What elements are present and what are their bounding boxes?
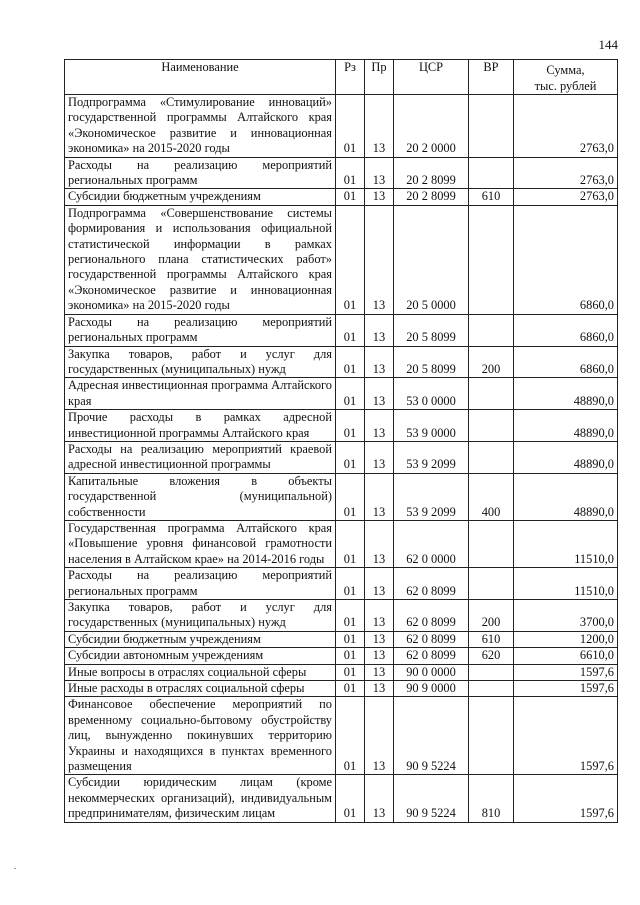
row-sum: 11510,0: [514, 520, 618, 567]
row-rz: 01: [336, 378, 365, 410]
row-csr: 90 0 0000: [394, 664, 469, 680]
row-pr: 13: [365, 600, 394, 632]
row-rz: 01: [336, 441, 365, 473]
row-sum: 1597,6: [514, 664, 618, 680]
row-vr: [469, 410, 514, 442]
row-vr: [469, 157, 514, 189]
table-row: [65, 631, 618, 647]
header-vr: ВР: [469, 60, 514, 95]
row-name: Закупка товаров, работ и услуг для государственных (муниципальных) нужд: [65, 600, 336, 632]
row-pr: 13: [365, 775, 394, 822]
row-vr: [469, 681, 514, 697]
row-rz: 01: [336, 314, 365, 346]
row-vr: 200: [469, 600, 514, 632]
row-pr: 13: [365, 631, 394, 647]
row-vr: [469, 520, 514, 567]
row-vr: [469, 205, 514, 314]
row-rz: 01: [336, 189, 365, 205]
row-csr: 90 9 5224: [394, 775, 469, 822]
row-sum: 48890,0: [514, 378, 618, 410]
row-pr: 13: [365, 473, 394, 520]
row-name: Расходы на реализацию мероприятий региональных программ: [65, 568, 336, 600]
row-name: Капитальные вложения в объекты государственной (муниципальной) собственности: [65, 473, 336, 520]
row-vr: 810: [469, 775, 514, 822]
table-row: [65, 697, 618, 775]
row-rz: 01: [336, 600, 365, 632]
row-pr: 13: [365, 314, 394, 346]
row-pr: 13: [365, 410, 394, 442]
row-sum: 48890,0: [514, 441, 618, 473]
table-row: [65, 95, 618, 158]
table-row: [65, 346, 618, 378]
row-sum: 1597,6: [514, 697, 618, 775]
header-pr: Пр: [365, 60, 394, 95]
header-sum: [514, 60, 618, 95]
table-row: [65, 314, 618, 346]
row-rz: 01: [336, 346, 365, 378]
row-name: Подпрограмма «Совершенствование системы формирования и использования официальной статистической информации в рамках регионального плана статистических работ» государственной программы Алтайского края «Экономическое развитие и инновационная экономика» на 2015-2020 годы: [65, 205, 336, 314]
table-row: [65, 205, 618, 314]
row-vr: [469, 441, 514, 473]
row-name: Субсидии бюджетным учреждениям: [65, 189, 336, 205]
header-sum-line1: Сумма,: [546, 63, 585, 77]
row-vr: 610: [469, 189, 514, 205]
row-name: Иные расходы в отраслях социальной сферы: [65, 681, 336, 697]
row-rz: 01: [336, 664, 365, 680]
row-sum: 6610,0: [514, 648, 618, 664]
row-csr: 62 0 8099: [394, 600, 469, 632]
table-row: [65, 157, 618, 189]
row-rz: 01: [336, 648, 365, 664]
row-pr: 13: [365, 697, 394, 775]
row-csr: 20 5 8099: [394, 346, 469, 378]
row-csr: 62 0 8099: [394, 648, 469, 664]
header-csr: ЦСР: [394, 60, 469, 95]
row-pr: 13: [365, 346, 394, 378]
row-sum: 1597,6: [514, 775, 618, 822]
table-row: [65, 775, 618, 822]
row-vr: 400: [469, 473, 514, 520]
row-csr: 62 0 8099: [394, 568, 469, 600]
table-header-row: [65, 60, 618, 95]
row-vr: [469, 378, 514, 410]
row-vr: 200: [469, 346, 514, 378]
row-vr: [469, 314, 514, 346]
row-csr: 53 9 2099: [394, 441, 469, 473]
row-sum: 6860,0: [514, 205, 618, 314]
row-rz: 01: [336, 205, 365, 314]
row-name: Расходы на реализацию мероприятий региональных программ: [65, 314, 336, 346]
table-body: [65, 95, 618, 823]
row-csr: 90 9 0000: [394, 681, 469, 697]
row-name: Субсидии бюджетным учреждениям: [65, 631, 336, 647]
row-name: Прочие расходы в рамках адресной инвестиционной программы Алтайского края: [65, 410, 336, 442]
row-sum: 48890,0: [514, 410, 618, 442]
row-sum: 2763,0: [514, 189, 618, 205]
row-vr: 610: [469, 631, 514, 647]
table-row: [65, 600, 618, 632]
header-name: Наименование: [65, 60, 336, 95]
row-name: Иные вопросы в отраслях социальной сферы: [65, 664, 336, 680]
row-sum: 6860,0: [514, 314, 618, 346]
row-csr: 53 9 0000: [394, 410, 469, 442]
row-vr: 620: [469, 648, 514, 664]
row-rz: 01: [336, 520, 365, 567]
row-csr: 62 0 8099: [394, 631, 469, 647]
row-pr: 13: [365, 441, 394, 473]
row-rz: 01: [336, 473, 365, 520]
row-rz: 01: [336, 681, 365, 697]
row-pr: 13: [365, 520, 394, 567]
table-row: [65, 664, 618, 680]
row-name: Государственная программа Алтайского края «Повышение уровня финансовой грамотности населения в Алтайском крае» на 2014-2016 годы: [65, 520, 336, 567]
row-pr: 13: [365, 157, 394, 189]
page-number: 144: [598, 37, 618, 52]
row-rz: 01: [336, 697, 365, 775]
header-rz: Рз: [336, 60, 365, 95]
row-name: Адресная инвестиционная программа Алтайского края: [65, 378, 336, 410]
row-sum: 11510,0: [514, 568, 618, 600]
margin-mark: [14, 868, 16, 869]
row-vr: [469, 697, 514, 775]
row-csr: 20 2 8099: [394, 157, 469, 189]
row-rz: 01: [336, 95, 365, 158]
row-name: Финансовое обеспечение мероприятий по временному социально-бытовому обустройству лиц, вынужденно покинувших территорию Украины и находящихся в пунктах временного размещения: [65, 697, 336, 775]
table-row: [65, 441, 618, 473]
row-csr: 20 2 0000: [394, 95, 469, 158]
row-pr: 13: [365, 95, 394, 158]
budget-table: [64, 59, 618, 823]
row-csr: 20 2 8099: [394, 189, 469, 205]
row-pr: 13: [365, 664, 394, 680]
row-sum: 1200,0: [514, 631, 618, 647]
row-rz: 01: [336, 410, 365, 442]
header-sum-line2: тыс. рублей: [534, 79, 597, 93]
row-sum: 6860,0: [514, 346, 618, 378]
row-name: Расходы на реализацию мероприятий региональных программ: [65, 157, 336, 189]
row-sum: 1597,6: [514, 681, 618, 697]
table-row: [65, 681, 618, 697]
row-sum: 48890,0: [514, 473, 618, 520]
row-sum: 2763,0: [514, 157, 618, 189]
row-vr: [469, 664, 514, 680]
row-csr: 20 5 8099: [394, 314, 469, 346]
table-row: [65, 520, 618, 567]
row-csr: 53 9 2099: [394, 473, 469, 520]
row-pr: 13: [365, 648, 394, 664]
row-vr: [469, 95, 514, 158]
row-vr: [469, 568, 514, 600]
row-csr: 62 0 0000: [394, 520, 469, 567]
row-pr: 13: [365, 205, 394, 314]
table-row: [65, 410, 618, 442]
table-row: [65, 568, 618, 600]
row-name: Закупка товаров, работ и услуг для государственных (муниципальных) нужд: [65, 346, 336, 378]
row-csr: 20 5 0000: [394, 205, 469, 314]
row-sum: 2763,0: [514, 95, 618, 158]
row-sum: 3700,0: [514, 600, 618, 632]
row-pr: 13: [365, 568, 394, 600]
row-name: Подпрограмма «Стимулирование инноваций» государственной программы Алтайского края «Экономическое развитие и инновационная экономика» на 2015-2020 годы: [65, 95, 336, 158]
row-rz: 01: [336, 775, 365, 822]
row-pr: 13: [365, 189, 394, 205]
row-csr: 90 9 5224: [394, 697, 469, 775]
row-pr: 13: [365, 378, 394, 410]
row-name: Субсидии юридическим лицам (кроме некоммерческих организаций), индивидуальным предпринимателям, физическим лицам: [65, 775, 336, 822]
row-name: Расходы на реализацию мероприятий краевой адресной инвестиционной программы: [65, 441, 336, 473]
table-row: [65, 378, 618, 410]
row-csr: 53 0 0000: [394, 378, 469, 410]
row-rz: 01: [336, 568, 365, 600]
table-row: [65, 648, 618, 664]
row-pr: 13: [365, 681, 394, 697]
row-rz: 01: [336, 631, 365, 647]
row-name: Субсидии автономным учреждениям: [65, 648, 336, 664]
table-row: [65, 473, 618, 520]
row-rz: 01: [336, 157, 365, 189]
table-row: [65, 189, 618, 205]
